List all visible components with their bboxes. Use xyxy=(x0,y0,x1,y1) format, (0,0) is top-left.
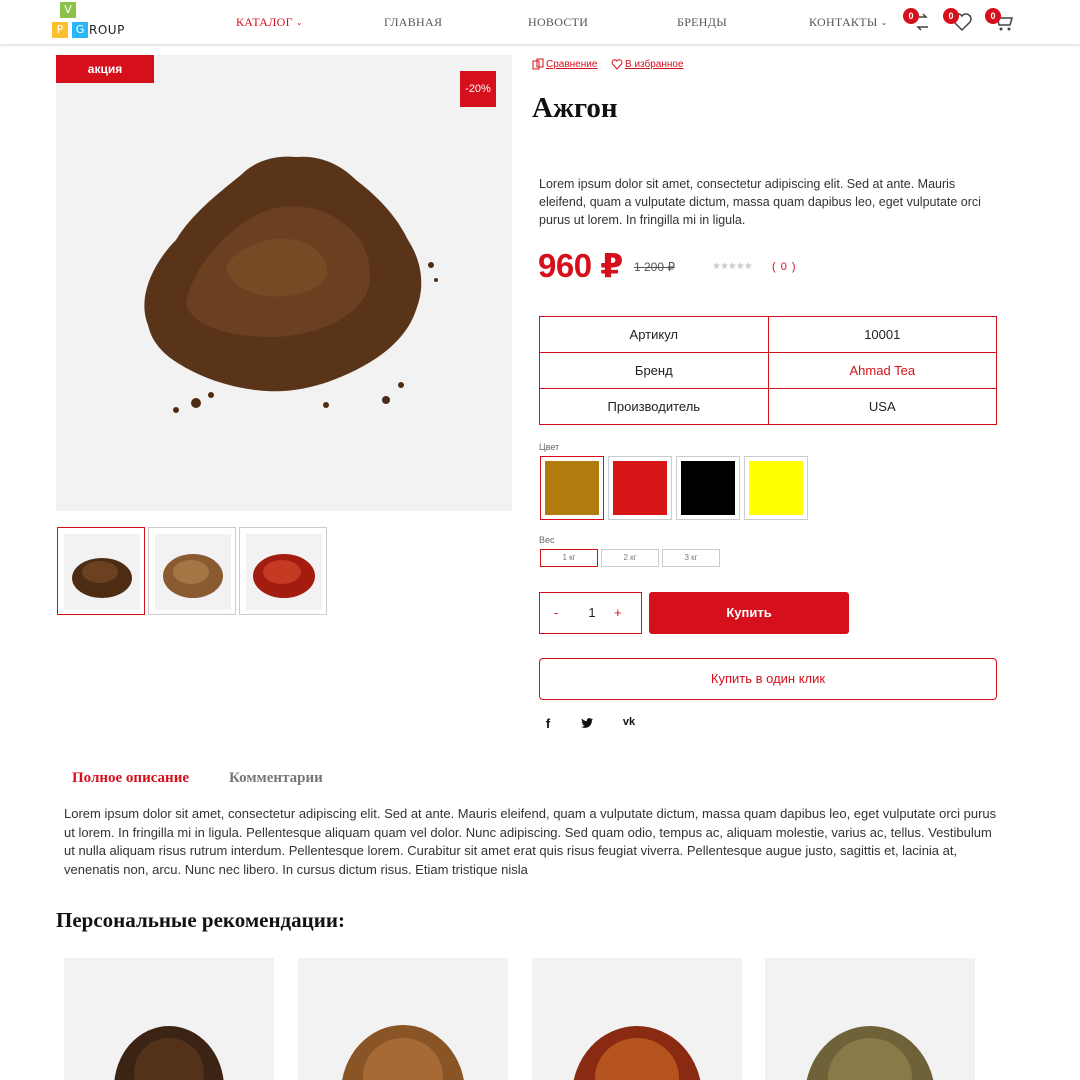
discount-badge: -20% xyxy=(460,71,496,107)
attribute-label: Бренд xyxy=(540,353,769,389)
logo-letter-v: V xyxy=(60,2,76,18)
attribute-label: Производитель xyxy=(540,389,769,425)
recommendation-card[interactable] xyxy=(64,958,274,1080)
logo-letter-g: G xyxy=(72,22,88,38)
favorite-link-label: В избранное xyxy=(625,59,684,70)
color-fill xyxy=(749,461,803,515)
favorite-link[interactable] xyxy=(611,58,684,70)
heart-icon xyxy=(611,58,623,70)
product-attributes-table xyxy=(539,316,997,425)
thumbnail-image xyxy=(155,534,231,610)
weight-option-3[interactable]: 3 кг xyxy=(662,549,720,567)
thumbnail-1[interactable] xyxy=(57,527,145,615)
logo-letter-p: P xyxy=(52,22,68,38)
product-title: Ажгон xyxy=(532,92,618,124)
spice-powder-image xyxy=(56,55,512,511)
quantity-increase-button[interactable]: + xyxy=(614,605,622,620)
compare-count-badge: 0 xyxy=(903,8,919,24)
thumbnail-image xyxy=(246,534,322,610)
recommendation-image xyxy=(298,958,508,1080)
rating-stars[interactable]: ★★★★★ xyxy=(712,261,752,272)
reviews-count[interactable]: ( 0 ) xyxy=(772,261,797,273)
color-swatch-2[interactable] xyxy=(608,456,672,520)
vk-icon: vk xyxy=(622,716,636,728)
weight-option-1[interactable]: 1 кг xyxy=(540,549,598,567)
compare-link-label: Сравнение xyxy=(546,59,598,70)
facebook-icon: f xyxy=(545,716,551,731)
tab-comments[interactable]: Комментарии xyxy=(229,770,323,786)
product-short-description: Lorem ipsum dolor sit amet, consectetur adipiscing elit. Sed at ante. Mauris eleifend, quam a vulputate dictum, massa quam dapibus leo, eget vulputate orci purus ut lorem. In fringilla mi in ligula. xyxy=(539,177,981,227)
attribute-value: USA xyxy=(768,389,996,425)
product-price: 960 ₽ xyxy=(538,247,623,284)
nav-contacts-label: КОНТАКТЫ xyxy=(809,15,878,29)
recommendation-image xyxy=(532,958,742,1080)
nav-contacts[interactable] xyxy=(809,15,888,30)
color-option-label: Цвет xyxy=(539,442,560,452)
recommendations-title: Персональные рекомендации: xyxy=(56,908,345,932)
nav-catalog-label: КАТАЛОГ xyxy=(236,15,293,29)
facebook-share-button[interactable] xyxy=(539,716,557,734)
twitter-share-button[interactable] xyxy=(578,716,596,734)
color-fill xyxy=(681,461,735,515)
thumbnail-3[interactable] xyxy=(239,527,327,615)
compare-icon xyxy=(532,58,544,70)
logo[interactable] xyxy=(52,2,132,42)
thumbnail-image xyxy=(64,534,140,610)
nav-news[interactable]: НОВОСТИ xyxy=(528,15,589,29)
nav-brands[interactable]: БРЕНДЫ xyxy=(677,15,728,29)
chevron-down-icon: ⌄ xyxy=(880,18,888,27)
color-swatch-1[interactable] xyxy=(540,456,604,520)
favorites-count-badge: 0 xyxy=(943,8,959,24)
cart-count-badge: 0 xyxy=(985,8,1001,24)
color-fill xyxy=(613,461,667,515)
logo-text: ROUP xyxy=(89,23,125,37)
product-main-image[interactable] xyxy=(56,55,512,511)
product-old-price: 1 200 ₽ xyxy=(634,260,675,274)
nav-home[interactable]: ГЛАВНАЯ xyxy=(384,15,443,29)
recommendation-image xyxy=(765,958,975,1080)
quantity-value[interactable]: 1 xyxy=(588,605,596,620)
weight-option-2[interactable]: 2 кг xyxy=(601,549,659,567)
full-description-text: Lorem ipsum dolor sit amet, consectetur adipiscing elit. Sed at ante. Mauris eleifend, quam a vulputate dictum, massa quam dapibus leo, eget vulputate orci purus ut lorem. In fringilla mi in ligula. Pellentesque aliquam quam vel dolor. Nunc adipiscing. Sed quam odio, tempus ac, aliquam molestie, varius ac, tellus. Vestibulum ut nulla aliquam risus rutrum interdum. Pellentesque lorem. Curabitur sit amet erat quis risus feugiat viverra. Pellentesque augue justo, sagittis et, lacinia at, venenatis non, arcu. Nunc nec libero. In cursus dictum risus. Etiam tristique nisla xyxy=(64,806,997,877)
twitter-icon xyxy=(580,716,594,730)
attribute-row xyxy=(540,353,997,389)
nav-catalog[interactable] xyxy=(236,15,303,30)
color-swatch-4[interactable] xyxy=(744,456,808,520)
buy-button[interactable]: Купить xyxy=(649,592,849,634)
color-swatch-3[interactable] xyxy=(676,456,740,520)
attribute-row xyxy=(540,317,997,353)
quantity-stepper xyxy=(539,592,642,634)
thumbnail-2[interactable] xyxy=(148,527,236,615)
recommendation-card[interactable] xyxy=(532,958,742,1080)
tab-full-description[interactable]: Полное описание xyxy=(72,770,190,786)
recommendation-card[interactable] xyxy=(298,958,508,1080)
promo-label: акция xyxy=(56,55,154,83)
color-fill xyxy=(545,461,599,515)
vk-share-button[interactable] xyxy=(618,716,640,734)
brand-link[interactable]: Ahmad Tea xyxy=(768,353,996,389)
chevron-down-icon: ⌄ xyxy=(295,18,303,27)
attribute-row xyxy=(540,389,997,425)
quantity-decrease-button[interactable]: - xyxy=(554,605,559,620)
recommendation-image xyxy=(64,958,274,1080)
attribute-value: 10001 xyxy=(768,317,996,353)
weight-option-label: Вес xyxy=(539,535,555,545)
attribute-label: Артикул xyxy=(540,317,769,353)
compare-link[interactable] xyxy=(532,58,597,70)
one-click-buy-button[interactable]: Купить в один клик xyxy=(539,658,997,700)
site-header xyxy=(0,0,1080,44)
recommendation-card[interactable] xyxy=(765,958,975,1080)
